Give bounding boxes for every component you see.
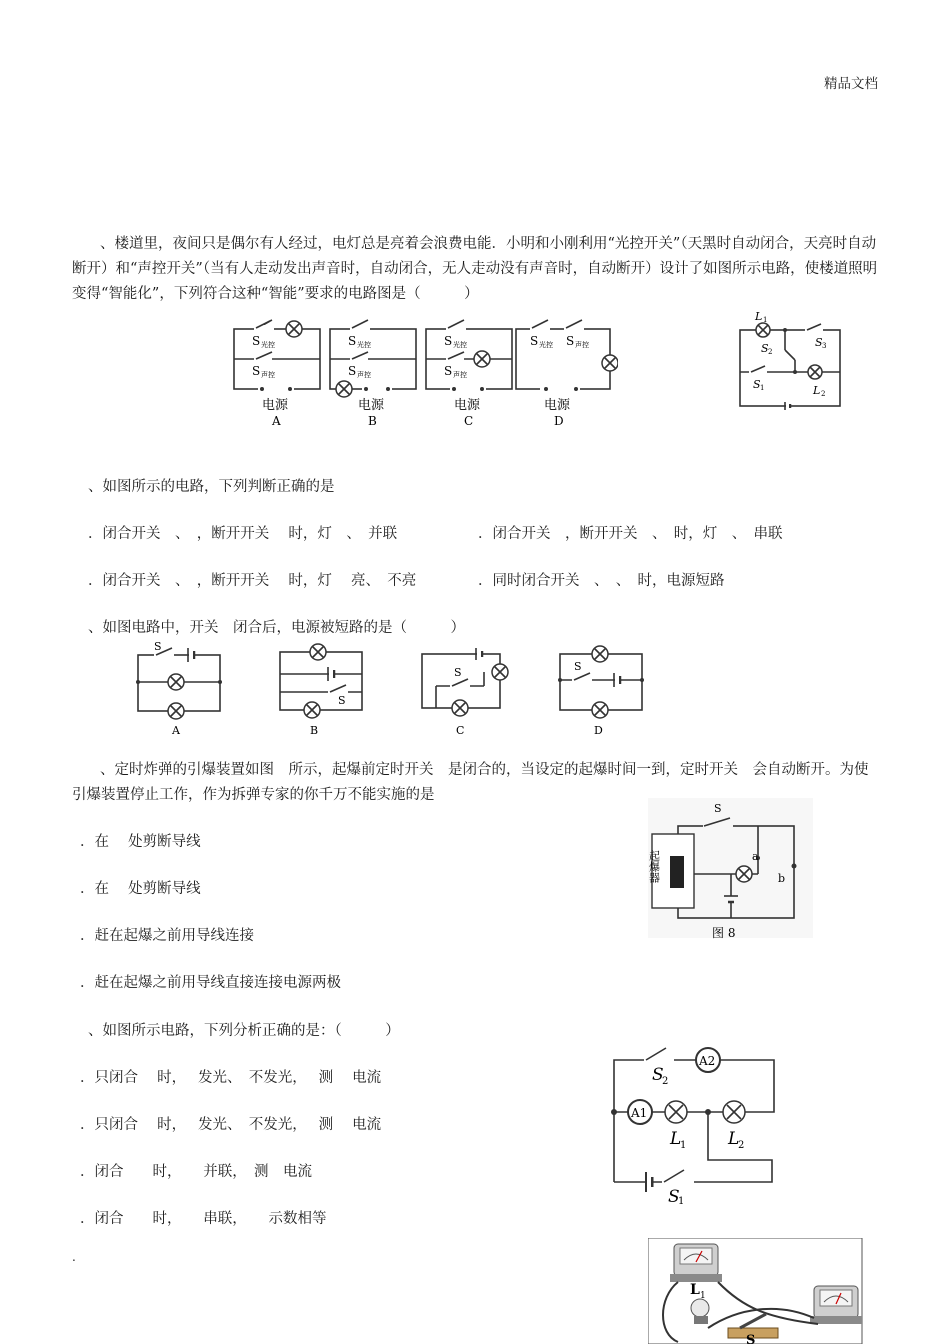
question-1-text: 、楼道里，夜间只是偶尔有人经过，电灯总是亮着会浪费电能．小明和小刚利用“光控开关”（天黑时自动闭合，天亮时自动断开）和“声控开关”（当有人走动发出声音时，自动闭合，无人走动没有声音时，自动断开）设计了如图所示电路，使楼道照明变得“智能化”，下列符合这种“智能”要求的电路图是（ ） bbox=[72, 236, 878, 302]
switch-s-label: S bbox=[714, 802, 722, 815]
l2-sub: 2 bbox=[821, 390, 826, 398]
question-3-text: 、如图电路中，开关 闭合后，电源被短路的是（ ） bbox=[88, 620, 465, 636]
s3-label: S bbox=[815, 336, 823, 349]
detonator-label: 起爆器 bbox=[648, 850, 661, 883]
ammeter-device-1 bbox=[670, 1244, 722, 1282]
s3-sub: 3 bbox=[822, 342, 827, 350]
ammeter-a1-label: A1 bbox=[631, 1106, 648, 1120]
power-label-d: 电源 bbox=[544, 398, 571, 413]
question-2-circuit bbox=[735, 310, 850, 415]
question-5-option-b: ．只闭合 时， 发光、 不发光， 测 电流 bbox=[80, 1117, 382, 1133]
ammeter-a2-label: A2 bbox=[699, 1054, 716, 1068]
s1-sub: 1 bbox=[678, 1196, 685, 1205]
label-d: D bbox=[594, 724, 603, 737]
photo-l1-label: L bbox=[690, 1282, 700, 1298]
s2-label: S bbox=[761, 342, 769, 355]
question-3-circuits bbox=[130, 640, 650, 740]
s-sound-sub-c: 声控 bbox=[453, 371, 467, 379]
question-4-option-d: ．赶在起爆之前用导线直接连接电源两极 bbox=[80, 975, 341, 991]
question-1-circuit-options bbox=[228, 315, 618, 430]
s-light-label-c: S bbox=[444, 334, 453, 348]
s-light-sub-b: 光控 bbox=[357, 341, 371, 349]
physical-circuit-photo bbox=[648, 1238, 863, 1344]
s-sound-sub-b: 声控 bbox=[357, 371, 371, 379]
s-light-sub-c: 光控 bbox=[453, 341, 467, 349]
l1-label: L bbox=[755, 310, 763, 323]
figure-8-caption: 图 8 bbox=[712, 926, 736, 940]
s-light-label-d: S bbox=[530, 334, 539, 348]
s-light-label-a: S bbox=[252, 334, 261, 348]
l2-label: L bbox=[813, 384, 821, 397]
power-label-c: 电源 bbox=[454, 398, 481, 413]
question-4-option-a: ．在 处剪断导线 bbox=[80, 834, 201, 850]
short-circuit-option-b bbox=[280, 644, 362, 737]
question-5-circuit bbox=[604, 1040, 804, 1205]
circuit-option-d bbox=[516, 320, 618, 428]
point-b-label: b bbox=[778, 872, 786, 885]
photo-l1-sub: 1 bbox=[700, 1291, 706, 1301]
s-sound-label-c: S bbox=[444, 364, 453, 378]
label-b: B bbox=[310, 724, 319, 737]
l1-sub: 1 bbox=[763, 316, 768, 324]
question-4-option-b: ．在 处剪断导线 bbox=[80, 881, 201, 897]
question-4-text: 、定时炸弹的引爆装置如图 所示，起爆前定时开关 是闭合的，当设定的起爆时间一到，定时开关 会自动断开。为使引爆装置停止工作，作为拆弹专家的你千万不能实施的是 bbox=[72, 762, 869, 803]
question-5-option-c: ．闭合 时， 并联， 测 电流 bbox=[80, 1164, 312, 1180]
short-circuit-option-a bbox=[136, 640, 222, 737]
option-label-a: A bbox=[272, 414, 281, 428]
circuit-option-b bbox=[330, 320, 416, 428]
s1-label: S bbox=[753, 378, 761, 391]
power-label-b: 电源 bbox=[358, 398, 385, 413]
label-c: C bbox=[456, 724, 465, 737]
s2-sub: 2 bbox=[768, 348, 773, 356]
point-a-label: a bbox=[752, 850, 759, 863]
question-2-text: 、如图所示的电路，下列判断正确的是 bbox=[88, 479, 335, 495]
question-4-detonator-circuit bbox=[648, 798, 813, 943]
question-5-option-a: ．只闭合 时， 发光、 不发光， 测 电流 bbox=[80, 1070, 382, 1086]
question-2-option-a: ．闭合开关 、 ，断开开关 时，灯 、 并联 bbox=[88, 526, 398, 542]
question-5-option-d: ．闭合 时， 串联， 示数相等 bbox=[80, 1211, 327, 1227]
label-a: A bbox=[172, 724, 180, 737]
s2-sub: 2 bbox=[662, 1076, 669, 1087]
s-sound-sub-a: 声控 bbox=[261, 371, 275, 379]
s2-label: S bbox=[652, 1065, 664, 1085]
l2-sub: 2 bbox=[738, 1140, 745, 1151]
s1-label: S bbox=[668, 1187, 680, 1205]
option-label-b: B bbox=[368, 414, 377, 428]
s-label-b: S bbox=[338, 694, 346, 707]
photo-s-label: S bbox=[746, 1333, 756, 1344]
s-sound-label-d: S bbox=[566, 334, 575, 348]
question-2-option-b: ．闭合开关 ，断开开关 、 时，灯 、 串联 bbox=[478, 526, 783, 542]
s-label-d: S bbox=[574, 660, 582, 673]
option-label-d: D bbox=[554, 414, 564, 428]
footer-mark: . bbox=[72, 1250, 76, 1264]
s-sound-sub-d: 声控 bbox=[575, 341, 589, 349]
s-light-sub-d: 光控 bbox=[539, 341, 553, 349]
circuit-option-c bbox=[426, 320, 512, 428]
l1-label: L bbox=[670, 1129, 682, 1149]
l2-label: L bbox=[728, 1129, 740, 1149]
option-label-c: C bbox=[464, 414, 474, 428]
circuit-option-a bbox=[234, 320, 320, 428]
page-corner-label: 精品文档 bbox=[824, 76, 878, 92]
s-sound-label-a: S bbox=[252, 364, 261, 378]
question-5-text: 、如图所示电路，下列分析正确的是：（ ） bbox=[88, 1023, 400, 1039]
s-light-sub-a: 光控 bbox=[261, 341, 275, 349]
s-label-a: S bbox=[154, 640, 162, 653]
l1-sub: 1 bbox=[680, 1140, 687, 1151]
short-circuit-option-d bbox=[558, 646, 644, 737]
ammeter-device-2 bbox=[810, 1286, 862, 1324]
question-2-option-c: ．闭合开关 、 ，断开开关 时，灯 亮、 不亮 bbox=[88, 573, 417, 589]
s1-sub: 1 bbox=[760, 384, 765, 392]
short-circuit-option-c bbox=[422, 648, 508, 737]
s-label-c: S bbox=[454, 666, 462, 679]
power-label-a: 电源 bbox=[262, 398, 289, 413]
question-2-option-d: ．同时闭合开关 、 、 时，电源短路 bbox=[478, 573, 725, 589]
s-sound-label-b: S bbox=[348, 364, 357, 378]
question-4-option-c: ．赶在起爆之前用导线连接 bbox=[80, 928, 254, 944]
s-light-label-b: S bbox=[348, 334, 357, 348]
